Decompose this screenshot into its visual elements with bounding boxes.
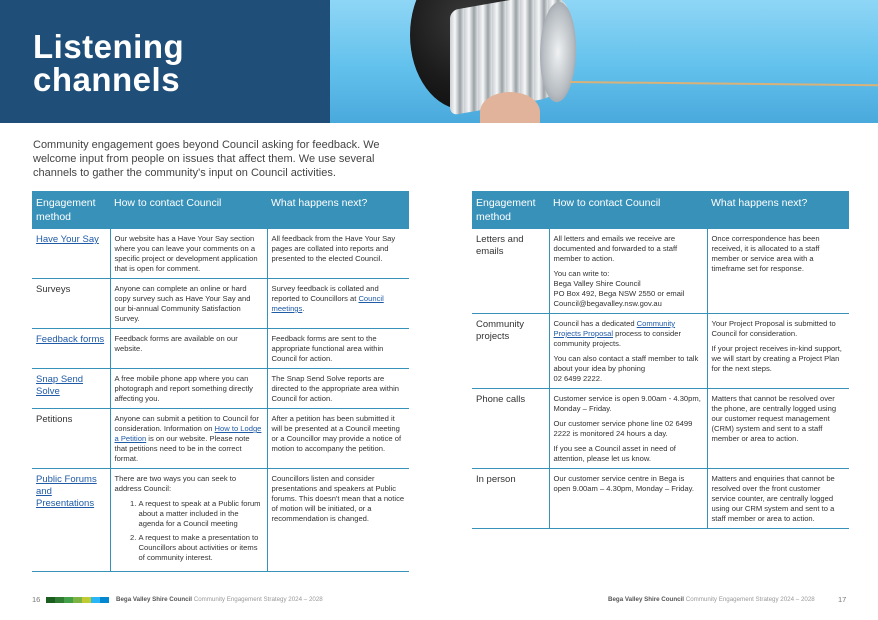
address-options-list — [115, 499, 263, 563]
cell-next: Feedback forms are sent to the appropriate functional area within Council for action. — [267, 329, 409, 369]
cell-how: Anyone can complete an online or hard copy survey such as Have Your Say and our bi-annual Community Satisfaction Survey. — [110, 279, 267, 329]
cell-how: Council has a dedicated Community Projects Proposal process to consider community projects. You can also contact a staff member to talk about your idea by phoning 02 6499 2222. — [549, 314, 707, 389]
cell-how: Customer service is open 9.00am - 4.30pm, Monday – Friday. Our customer service phone line 02 6499 2222 is monitored 24 hours a day. If you see a Council asset in need of attention, please let us know. — [549, 389, 707, 469]
cell-next: Matters and enquiries that cannot be resolved over the front customer service counter, are centrally logged using our CRM system and sent to a staff member or area to action. — [707, 469, 849, 529]
cell-next: Your Project Proposal is submitted to Council for consideration. If your project receives in-kind support, we will start by creating a Project Plan for the next steps. — [707, 314, 849, 389]
table-row — [472, 229, 849, 314]
table-row — [472, 389, 849, 469]
cell-next: Once correspondence has been received, it is allocated to a staff member or service area with a timeframe set for response. — [707, 229, 849, 314]
feedback-forms-link[interactable]: Feedback forms — [36, 334, 105, 345]
table-row — [32, 469, 409, 572]
header-band — [0, 0, 330, 123]
cell-how: Anyone can submit a petition to Council for consideration. Information on How to Lodge a Petition is on our website. Please note that petitions need to be in the correct format. — [110, 409, 267, 469]
cell-next: After a petition has been submitted it will be presented at a Council meeting or a Councillor may provide a notice of motion to accompany the petition. — [267, 409, 409, 469]
photo-string — [570, 81, 878, 86]
cell-next: Survey feedback is collated and reported to Councillors at Council meetings. — [267, 279, 409, 329]
cell-how: Feedback forms are available on our website. — [110, 329, 267, 369]
col-header-how: How to contact Council — [549, 191, 707, 229]
col-header-method: Engagement method — [472, 191, 549, 229]
cell-next: Councillors listen and consider presentations and speakers at Public forums. This doesn't mean that a notice of motion will be initiated, or a recommendation is changed. — [267, 469, 409, 572]
title-line-1: Listening — [33, 28, 185, 65]
snap-send-solve-link[interactable]: Snap Send Solve — [36, 374, 84, 397]
cell-method: Letters and emails — [472, 229, 549, 314]
cell-method: Petitions — [32, 409, 110, 469]
strip-swatch — [82, 597, 91, 603]
public-forums-link[interactable]: Public Forums and Presentations — [36, 474, 97, 509]
list-item: 1. A request to speak at a Public forum about a matter included in the agenda for a Council meeting — [139, 499, 263, 529]
council-meetings-link[interactable]: Council meetings — [271, 294, 384, 313]
col-header-next: What happens next? — [707, 191, 849, 229]
cell-how: There are two ways you can seek to address Council: 1. A request to speak at a Public forum about a matter included in the agenda for a Council meeting 2. A request to make a presentation to Councillors about activities or items of community interest. — [110, 469, 267, 572]
community-projects-proposal-link[interactable]: Community Projects Proposal — [553, 319, 676, 338]
strip-swatch — [100, 597, 109, 603]
cell-how: A free mobile phone app where you can photograph and report something directly affecting you. — [110, 369, 267, 409]
col-header-method: Engagement method — [32, 191, 110, 229]
lodge-petition-link[interactable]: How to Lodge a Petition — [114, 424, 262, 443]
list-item: 2. A request to make a presentation to Councillors about activities or items of community interest. — [139, 533, 263, 563]
table-header-row — [32, 191, 409, 229]
page-title — [33, 30, 184, 96]
cell-method: Phone calls — [472, 389, 549, 469]
header-photo — [330, 0, 878, 123]
have-your-say-link[interactable]: Have Your Say — [36, 234, 99, 245]
cell-next: Matters that cannot be resolved over the phone, are centrally logged using our customer request management (CRM) system and sent to a staff member or area to action. — [707, 389, 849, 469]
table-row — [32, 369, 409, 409]
strip-swatch — [64, 597, 73, 603]
intro-paragraph: Community engagement goes beyond Council asking for feedback. We welcome input from people on issues that affect them. We use several channels to gather the community's input on Council activities. — [33, 139, 380, 179]
col-header-next: What happens next? — [267, 191, 409, 229]
footer-right: Bega Valley Shire Council Community Engagement Strategy 2024 – 2028 — [608, 596, 815, 603]
cell-method: Community projects — [472, 314, 549, 389]
council-email[interactable]: Council@begavalley.nsw.gov.au — [553, 299, 662, 308]
cell-how: Our customer service centre in Bega is open 9.00am – 4.30pm, Monday – Friday. — [549, 469, 707, 529]
cell-next: The Snap Send Solve reports are directed to the appropriate area within Council for action. — [267, 369, 409, 409]
strip-swatch — [55, 597, 64, 603]
table-row — [32, 229, 409, 279]
color-strip — [46, 597, 109, 603]
table-row — [32, 329, 409, 369]
channels-table-right — [472, 191, 849, 529]
cell-how: All letters and emails we receive are documented and forwarded to a staff member to action. You can write to: Bega Valley Shire Council PO Box 492, Bega NSW 2550 or email Council@begavalley.nsw.gov.au — [549, 229, 707, 314]
table-row — [32, 409, 409, 469]
page-number-left: 16 — [32, 595, 41, 604]
page-number-right: 17 — [838, 595, 847, 604]
cell-next: All feedback from the Have Your Say pages are collated into reports and presented to the elected Council. — [267, 229, 409, 279]
title-line-2: channels — [33, 61, 181, 98]
table-row — [32, 279, 409, 329]
table-row — [472, 469, 849, 529]
col-header-how: How to contact Council — [110, 191, 267, 229]
table-row — [472, 314, 849, 389]
cell-method: In person — [472, 469, 549, 529]
strip-swatch — [73, 597, 82, 603]
footer-left: Bega Valley Shire Council Community Engagement Strategy 2024 – 2028 — [116, 596, 323, 603]
channels-table-left — [32, 191, 409, 572]
strip-swatch — [46, 597, 55, 603]
photo-tin-can-end — [540, 0, 576, 105]
table-header-row — [472, 191, 849, 229]
strip-swatch — [91, 597, 100, 603]
cell-how: Our website has a Have Your Say section where you can leave your comments on a specific project or development application that is open for comment. — [110, 229, 267, 279]
cell-method: Surveys — [32, 279, 110, 329]
